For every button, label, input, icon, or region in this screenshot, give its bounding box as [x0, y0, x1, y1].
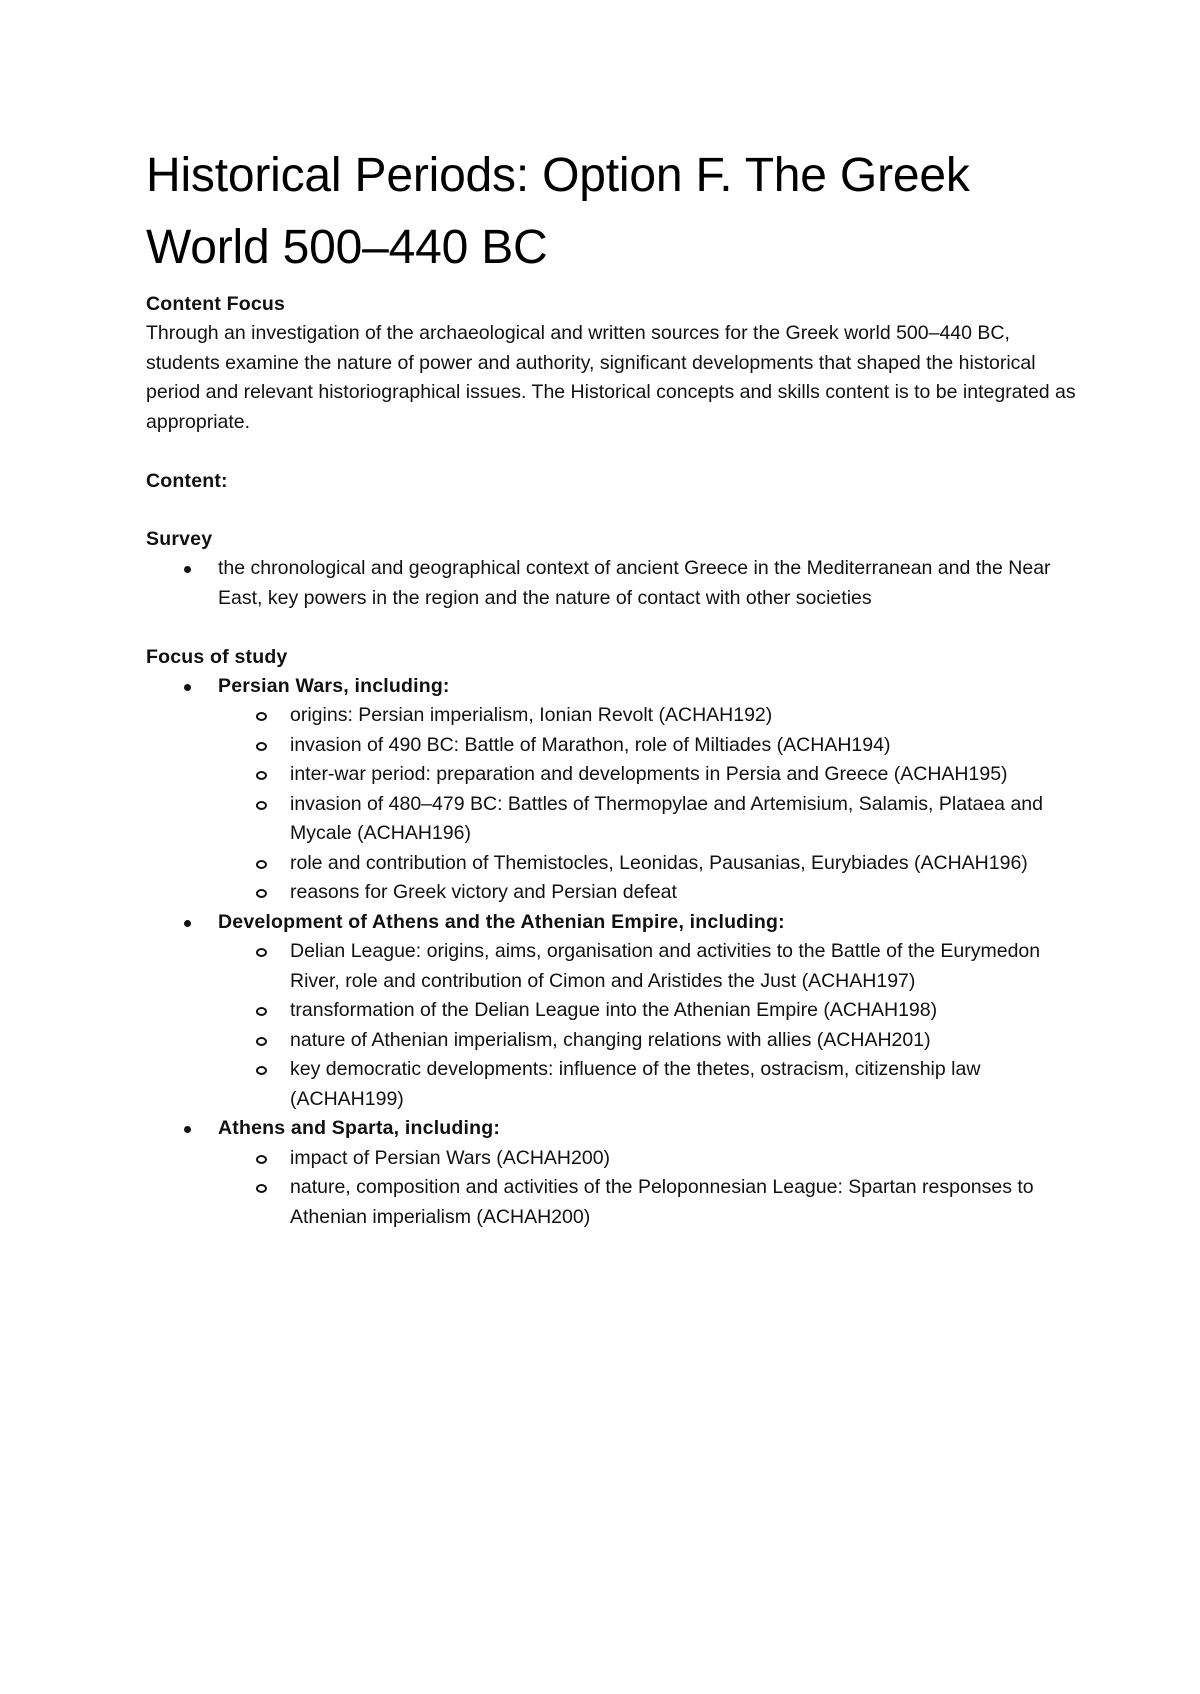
survey-item-text: the chronological and geographical context of ancient Greece in the Mediterranean and the Near East, key powers in the region and the nature of contact with other societies: [218, 557, 1051, 609]
list-item-text: inter-war period: preparation and developments in Persia and Greece (ACHAH195): [290, 763, 1008, 785]
sub-list: [218, 1144, 1076, 1233]
hollow-bullet-icon: [256, 801, 267, 810]
survey-list: [146, 554, 1076, 613]
list-item-text: nature, composition and activities of the Peloponnesian League: Spartan responses to Athenian imperialism (ACHAH200): [290, 1176, 1034, 1228]
list-item: [218, 701, 1076, 731]
section-athenian-empire: [146, 908, 1076, 1115]
list-item-text: transformation of the Delian League into the Athenian Empire (ACHAH198): [290, 999, 938, 1021]
content-focus-heading: Content Focus: [146, 293, 286, 315]
list-item-text: impact of Persian Wars (ACHAH200): [290, 1146, 611, 1169]
spacer: [146, 496, 1076, 526]
focus-of-study-heading: Focus of study: [146, 645, 288, 668]
hollow-bullet-icon: [256, 889, 267, 898]
survey-list-item: [146, 554, 1076, 613]
content-heading: Content:: [146, 469, 228, 492]
list-item: [218, 937, 1076, 996]
list-item: [218, 1055, 1076, 1114]
list-item: [218, 790, 1076, 849]
section-label: Persian Wars, including:: [218, 674, 450, 697]
list-item: [218, 760, 1076, 790]
list-item-text: role and contribution of Themistocles, Leonidas, Pausanias, Eurybiades (ACHAH196): [290, 851, 1028, 874]
hollow-bullet-icon: [256, 742, 267, 751]
bullet-icon: [184, 920, 191, 927]
list-item-text: Delian League: origins, aims, organisation and activities to the Battle of the Eurymedon River, role and contribution of Cimon and Aristides the Just (ACHAH197): [290, 940, 1041, 992]
list-item-text: origins: Persian imperialism, Ionian Revolt (ACHAH192): [290, 704, 773, 726]
bullet-icon: [184, 684, 191, 691]
section-persian-wars: [146, 672, 1076, 908]
sub-list: [218, 701, 1076, 908]
hollow-bullet-icon: [256, 1155, 267, 1164]
spacer: [146, 613, 1076, 643]
hollow-bullet-icon: [256, 1037, 267, 1046]
bullet-icon: [184, 1126, 191, 1133]
focus-of-study-list: [146, 672, 1076, 1233]
document-title: Historical Periods: Option F. The Greek World 500–440 BC: [146, 149, 970, 274]
hollow-bullet-icon: [256, 948, 267, 957]
list-item-text: key democratic developments: influence of the thetes, ostracism, citizenship law (ACHAH199): [290, 1058, 981, 1110]
hollow-bullet-icon: [256, 860, 267, 869]
list-item: [218, 878, 1076, 908]
hollow-bullet-icon: [256, 712, 267, 721]
list-item: [218, 1144, 1076, 1174]
list-item-text: invasion of 490 BC: Battle of Marathon, role of Miltiades (ACHAH194): [290, 733, 891, 756]
list-item: [218, 1026, 1076, 1056]
sub-list: [218, 937, 1076, 1114]
hollow-bullet-icon: [256, 771, 267, 780]
section-label: Development of Athens and the Athenian Empire, including:: [218, 910, 785, 933]
survey-heading: Survey: [146, 528, 213, 550]
list-item: [218, 1173, 1076, 1232]
list-item-text: nature of Athenian imperialism, changing relations with allies (ACHAH201): [290, 1028, 931, 1051]
list-item: [218, 849, 1076, 879]
document-page: [146, 140, 1076, 1232]
content-focus-text: Through an investigation of the archaeological and written sources for the Greek world 500–440 BC, students examine the nature of power and authority, significant developments that shaped the historical period and relevant historiographical issues. The Historical concepts and skills content is to be integrated as appropriate.: [146, 322, 1076, 433]
section-athens-and-sparta: [146, 1114, 1076, 1232]
spacer: [146, 437, 1076, 467]
hollow-bullet-icon: [256, 1184, 267, 1193]
list-item: [218, 996, 1076, 1026]
list-item-text: reasons for Greek victory and Persian defeat: [290, 881, 677, 903]
bullet-icon: [184, 566, 191, 573]
list-item-text: invasion of 480–479 BC: Battles of Thermopylae and Artemisium, Salamis, Plataea and Mycale (ACHAH196): [290, 792, 1043, 844]
hollow-bullet-icon: [256, 1007, 267, 1016]
hollow-bullet-icon: [256, 1066, 267, 1075]
list-item: [218, 731, 1076, 761]
section-label: Athens and Sparta, including:: [218, 1117, 501, 1139]
